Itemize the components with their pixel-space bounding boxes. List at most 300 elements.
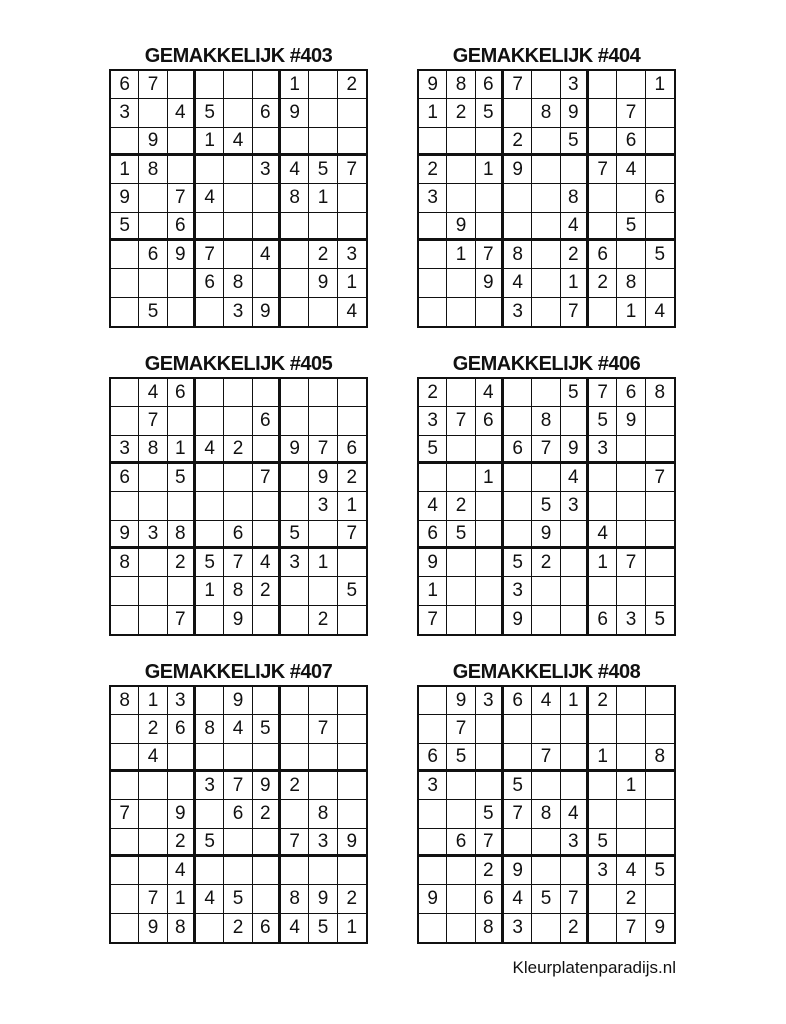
sudoku-cell — [338, 715, 366, 743]
sudoku-cell: 9 — [224, 687, 252, 715]
sudoku-cell: 2 — [168, 829, 196, 857]
sudoku-cell: 8 — [139, 436, 167, 464]
sudoku-cell: 3 — [224, 298, 252, 326]
sudoku-cell: 5 — [309, 156, 337, 184]
sudoku-cell: 4 — [561, 464, 589, 492]
sudoku-cell: 4 — [589, 521, 617, 549]
sudoku-cell — [281, 687, 309, 715]
sudoku-cell: 7 — [476, 241, 504, 269]
sudoku-cell — [447, 269, 475, 297]
sudoku-cell: 5 — [281, 521, 309, 549]
sudoku-cell — [419, 213, 447, 241]
sudoku-cell — [111, 379, 139, 407]
sudoku-cell — [532, 298, 560, 326]
sudoku-cell — [338, 687, 366, 715]
sudoku-cell — [253, 71, 281, 99]
sudoku-cell: 2 — [224, 914, 252, 942]
sudoku-cell — [196, 687, 224, 715]
sudoku-cell: 2 — [447, 492, 475, 520]
sudoku-cell: 2 — [253, 800, 281, 828]
sudoku-cell — [589, 492, 617, 520]
sudoku-cell — [309, 521, 337, 549]
sudoku-cell: 8 — [281, 885, 309, 913]
sudoku-cell — [338, 379, 366, 407]
sudoku-cell: 1 — [589, 744, 617, 772]
sudoku-cell: 4 — [504, 269, 532, 297]
sudoku-cell: 7 — [224, 549, 252, 577]
puzzle-title: GEMAKKELIJK #403 — [144, 45, 333, 67]
sudoku-cell: 2 — [309, 241, 337, 269]
sudoku-cell: 4 — [196, 885, 224, 913]
sudoku-cell: 9 — [447, 687, 475, 715]
sudoku-cell — [309, 687, 337, 715]
sudoku-cell — [532, 914, 560, 942]
sudoku-cell: 8 — [139, 156, 167, 184]
sudoku-cell — [196, 464, 224, 492]
sudoku-cell — [589, 128, 617, 156]
sudoku-cell: 6 — [168, 379, 196, 407]
sudoku-cell: 5 — [139, 298, 167, 326]
sudoku-cell: 2 — [281, 772, 309, 800]
sudoku-cell: 1 — [561, 687, 589, 715]
sudoku-cell — [253, 744, 281, 772]
sudoku-cell: 7 — [338, 521, 366, 549]
sudoku-cell — [309, 71, 337, 99]
sudoku-grid — [417, 377, 676, 636]
sudoku-cell: 7 — [532, 436, 560, 464]
sudoku-cell — [139, 577, 167, 605]
sudoku-cell — [338, 184, 366, 212]
sudoku-cell — [646, 521, 674, 549]
sudoku-cell — [646, 213, 674, 241]
sudoku-cell: 2 — [139, 715, 167, 743]
sudoku-cell: 3 — [338, 241, 366, 269]
sudoku-cell — [561, 744, 589, 772]
sudoku-cell — [617, 715, 645, 743]
sudoku-cell — [281, 269, 309, 297]
sudoku-cell: 3 — [504, 914, 532, 942]
sudoku-cell: 5 — [589, 407, 617, 435]
sudoku-cell — [646, 687, 674, 715]
sudoku-grid — [109, 69, 368, 328]
sudoku-cell — [224, 184, 252, 212]
sudoku-cell: 1 — [617, 772, 645, 800]
sudoku-cell — [196, 379, 224, 407]
sudoku-cell: 3 — [504, 577, 532, 605]
sudoku-cell — [561, 156, 589, 184]
sudoku-cell — [646, 407, 674, 435]
sudoku-cell: 7 — [532, 744, 560, 772]
sudoku-cell — [532, 213, 560, 241]
sudoku-cell: 8 — [532, 99, 560, 127]
sudoku-cell — [281, 857, 309, 885]
sudoku-cell: 3 — [561, 71, 589, 99]
sudoku-cell: 8 — [646, 744, 674, 772]
sudoku-cell: 1 — [617, 298, 645, 326]
sudoku-cell — [646, 715, 674, 743]
sudoku-cell — [253, 829, 281, 857]
sudoku-cell — [476, 772, 504, 800]
sudoku-cell — [253, 857, 281, 885]
sudoku-cell: 7 — [168, 606, 196, 634]
sudoku-cell: 5 — [504, 549, 532, 577]
sudoku-cell — [168, 577, 196, 605]
sudoku-cell — [504, 184, 532, 212]
sudoku-puzzle-403 — [109, 43, 368, 328]
sudoku-cell — [504, 521, 532, 549]
sudoku-cell — [419, 269, 447, 297]
sudoku-cell: 7 — [338, 156, 366, 184]
sudoku-cell: 2 — [419, 379, 447, 407]
sudoku-cell — [281, 744, 309, 772]
sudoku-cell — [589, 71, 617, 99]
sudoku-cell — [139, 99, 167, 127]
sudoku-cell — [168, 407, 196, 435]
sudoku-cell — [646, 99, 674, 127]
sudoku-cell: 9 — [419, 71, 447, 99]
sudoku-cell — [504, 492, 532, 520]
sudoku-cell — [561, 407, 589, 435]
sudoku-cell: 4 — [504, 885, 532, 913]
sudoku-cell: 3 — [419, 772, 447, 800]
sudoku-cell — [617, 521, 645, 549]
sudoku-cell: 4 — [281, 156, 309, 184]
sudoku-cell: 7 — [419, 606, 447, 634]
sudoku-cell — [196, 156, 224, 184]
sudoku-cell: 8 — [646, 379, 674, 407]
sudoku-cell — [617, 71, 645, 99]
sudoku-cell — [309, 407, 337, 435]
sudoku-cell — [589, 772, 617, 800]
sudoku-cell: 7 — [447, 715, 475, 743]
sudoku-cell: 9 — [253, 772, 281, 800]
sudoku-cell — [532, 269, 560, 297]
sudoku-cell: 6 — [168, 715, 196, 743]
sudoku-cell — [646, 156, 674, 184]
puzzle-title: GEMAKKELIJK #408 — [452, 661, 641, 683]
sudoku-cell — [253, 436, 281, 464]
sudoku-cell — [111, 885, 139, 913]
sudoku-cell — [476, 521, 504, 549]
sudoku-cell: 7 — [617, 99, 645, 127]
sudoku-cell: 8 — [504, 241, 532, 269]
sudoku-cell — [253, 687, 281, 715]
sudoku-cell: 8 — [224, 269, 252, 297]
sudoku-cell — [589, 885, 617, 913]
sudoku-cell: 5 — [338, 577, 366, 605]
sudoku-cell — [168, 744, 196, 772]
sudoku-cell: 1 — [309, 184, 337, 212]
sudoku-cell — [532, 772, 560, 800]
sudoku-cell: 7 — [589, 156, 617, 184]
sudoku-cell: 3 — [139, 521, 167, 549]
sudoku-cell: 3 — [617, 606, 645, 634]
sudoku-cell — [111, 829, 139, 857]
sudoku-cell — [476, 715, 504, 743]
sudoku-cell — [504, 379, 532, 407]
sudoku-cell — [646, 772, 674, 800]
sudoku-cell — [224, 744, 252, 772]
sudoku-cell — [111, 715, 139, 743]
sudoku-grid — [109, 685, 368, 944]
sudoku-grid — [417, 685, 676, 944]
sudoku-cell: 7 — [646, 464, 674, 492]
sudoku-puzzle-406 — [417, 351, 676, 636]
sudoku-cell — [309, 298, 337, 326]
sudoku-cell: 1 — [168, 436, 196, 464]
sudoku-cell — [139, 269, 167, 297]
sudoku-cell — [589, 184, 617, 212]
sudoku-cell — [281, 800, 309, 828]
sudoku-cell — [338, 128, 366, 156]
sudoku-cell: 7 — [561, 885, 589, 913]
sudoku-cell — [504, 715, 532, 743]
sudoku-cell — [617, 800, 645, 828]
sudoku-cell — [338, 857, 366, 885]
sudoku-cell — [281, 492, 309, 520]
sudoku-cell — [253, 269, 281, 297]
sudoku-cell: 1 — [419, 577, 447, 605]
sudoku-cell: 4 — [654, 301, 666, 323]
sudoku-cell: 2 — [224, 436, 252, 464]
sudoku-cell — [196, 492, 224, 520]
sudoku-cell — [504, 744, 532, 772]
sudoku-cell — [281, 464, 309, 492]
sudoku-cell: 6 — [224, 800, 252, 828]
sudoku-cell — [168, 128, 196, 156]
sudoku-cell — [476, 549, 504, 577]
sudoku-cell: 1 — [168, 885, 196, 913]
sudoku-cell — [111, 577, 139, 605]
sudoku-cell — [476, 606, 504, 634]
sudoku-cell: 4 — [139, 379, 167, 407]
sudoku-cell: 9 — [504, 857, 532, 885]
sudoku-cell — [476, 213, 504, 241]
sudoku-cell: 7 — [139, 71, 167, 99]
sudoku-cell: 3 — [309, 829, 337, 857]
sudoku-cell: 3 — [111, 99, 139, 127]
sudoku-cell — [139, 829, 167, 857]
sudoku-cell: 4 — [346, 301, 358, 323]
sudoku-cell: 7 — [196, 241, 224, 269]
sudoku-cell — [617, 241, 645, 269]
sudoku-cell — [309, 857, 337, 885]
sudoku-cell — [139, 492, 167, 520]
sudoku-cell — [196, 744, 224, 772]
sudoku-cell: 4 — [532, 687, 560, 715]
sudoku-cell: 1 — [561, 269, 589, 297]
sudoku-cell: 6 — [476, 407, 504, 435]
sudoku-cell — [111, 914, 139, 942]
sudoku-cell: 5 — [476, 99, 504, 127]
sudoku-cell — [447, 128, 475, 156]
sudoku-cell: 2 — [338, 885, 366, 913]
sudoku-cell: 4 — [476, 379, 504, 407]
sudoku-cell — [253, 521, 281, 549]
sudoku-cell: 4 — [168, 857, 196, 885]
sudoku-cell — [224, 464, 252, 492]
sudoku-cell: 6 — [419, 521, 447, 549]
sudoku-cell — [532, 379, 560, 407]
sudoku-cell — [561, 521, 589, 549]
sudoku-cell — [338, 549, 366, 577]
sudoku-cell — [532, 128, 560, 156]
sudoku-cell: 9 — [281, 436, 309, 464]
sudoku-cell: 7 — [617, 549, 645, 577]
sudoku-cell: 6 — [589, 606, 617, 634]
sudoku-cell: 1 — [139, 687, 167, 715]
sudoku-cell: 9 — [309, 269, 337, 297]
sudoku-cell — [309, 744, 337, 772]
sudoku-cell — [476, 128, 504, 156]
sudoku-cell: 5 — [196, 829, 224, 857]
sudoku-cell — [532, 715, 560, 743]
sudoku-cell: 2 — [561, 241, 589, 269]
sudoku-cell: 6 — [504, 687, 532, 715]
sudoku-cell — [532, 464, 560, 492]
sudoku-cell: 5 — [419, 436, 447, 464]
sudoku-cell — [196, 407, 224, 435]
sudoku-cell — [561, 549, 589, 577]
sudoku-cell — [532, 857, 560, 885]
sudoku-cell — [617, 687, 645, 715]
sudoku-cell: 4 — [281, 914, 309, 942]
sudoku-cell: 6 — [196, 269, 224, 297]
sudoku-cell: 7 — [139, 885, 167, 913]
sudoku-cell — [447, 772, 475, 800]
sudoku-cell — [419, 715, 447, 743]
sudoku-cell — [532, 156, 560, 184]
sudoku-cell — [617, 464, 645, 492]
sudoku-cell — [476, 184, 504, 212]
sudoku-cell — [139, 800, 167, 828]
sudoku-cell — [447, 606, 475, 634]
sudoku-cell — [447, 885, 475, 913]
sudoku-cell: 9 — [139, 914, 167, 942]
sudoku-cell — [646, 436, 674, 464]
sudoku-cell — [589, 464, 617, 492]
sudoku-cell: 6 — [253, 407, 281, 435]
sudoku-cell — [419, 241, 447, 269]
sudoku-cell — [419, 128, 447, 156]
sudoku-cell — [196, 298, 224, 326]
sudoku-cell — [309, 772, 337, 800]
sudoku-cell: 6 — [646, 184, 674, 212]
sudoku-cell: 3 — [589, 436, 617, 464]
sudoku-cell — [476, 577, 504, 605]
puzzle-title: GEMAKKELIJK #406 — [452, 353, 641, 375]
sudoku-cell: 9 — [281, 99, 309, 127]
sudoku-cell: 2 — [253, 577, 281, 605]
sudoku-cell — [617, 492, 645, 520]
sudoku-cell: 7 — [168, 184, 196, 212]
sudoku-cell: 2 — [419, 156, 447, 184]
sudoku-cell: 4 — [617, 156, 645, 184]
sudoku-cell — [281, 128, 309, 156]
sudoku-cell: 1 — [447, 241, 475, 269]
sudoku-cell — [253, 184, 281, 212]
sudoku-cell: 7 — [309, 715, 337, 743]
sudoku-cell: 9 — [309, 885, 337, 913]
sudoku-cell: 4 — [224, 715, 252, 743]
sudoku-cell — [281, 715, 309, 743]
sudoku-cell — [419, 857, 447, 885]
sudoku-cell — [224, 379, 252, 407]
sudoku-cell — [196, 857, 224, 885]
sudoku-cell: 4 — [419, 492, 447, 520]
sudoku-cell: 4 — [561, 800, 589, 828]
sudoku-cell — [617, 577, 645, 605]
sudoku-cell: 1 — [476, 156, 504, 184]
sudoku-cell — [646, 829, 674, 857]
sudoku-cell: 8 — [168, 914, 196, 942]
sudoku-cell — [224, 156, 252, 184]
sudoku-cell: 1 — [309, 549, 337, 577]
sudoku-cell: 9 — [654, 917, 666, 939]
sudoku-cell — [561, 857, 589, 885]
sudoku-cell: 4 — [196, 436, 224, 464]
sudoku-cell — [224, 492, 252, 520]
sudoku-cell — [281, 241, 309, 269]
sudoku-cell: 1 — [111, 156, 139, 184]
sudoku-cell — [111, 269, 139, 297]
sudoku-cell: 3 — [309, 492, 337, 520]
sudoku-cell: 7 — [561, 298, 589, 326]
sudoku-cell: 7 — [139, 407, 167, 435]
sudoku-cell: 9 — [168, 241, 196, 269]
sudoku-cell: 9 — [338, 829, 366, 857]
sudoku-cell — [224, 829, 252, 857]
sudoku-cell: 3 — [196, 772, 224, 800]
sudoku-cell — [309, 213, 337, 241]
sudoku-cell — [196, 606, 224, 634]
sudoku-cell — [338, 800, 366, 828]
sudoku-cell — [253, 213, 281, 241]
sudoku-cell — [589, 914, 617, 942]
sudoku-cell: 4 — [253, 549, 281, 577]
sudoku-cell — [338, 744, 366, 772]
sudoku-cell: 2 — [617, 885, 645, 913]
sudoku-cell — [281, 577, 309, 605]
sudoku-cell — [309, 577, 337, 605]
sudoku-cell — [617, 184, 645, 212]
sudoku-cell — [646, 800, 674, 828]
sudoku-cell — [196, 213, 224, 241]
sudoku-cell: 5 — [589, 829, 617, 857]
sudoku-cell — [561, 715, 589, 743]
sudoku-cell: 7 — [447, 407, 475, 435]
sudoku-cell: 7 — [309, 436, 337, 464]
sudoku-cell — [338, 213, 366, 241]
sudoku-cell: 8 — [168, 521, 196, 549]
sudoku-puzzle-407 — [109, 659, 368, 944]
sudoku-cell: 3 — [281, 549, 309, 577]
sudoku-cell: 7 — [504, 71, 532, 99]
puzzle-title: GEMAKKELIJK #407 — [144, 661, 333, 683]
sudoku-cell — [646, 577, 674, 605]
sudoku-cell: 7 — [224, 772, 252, 800]
sudoku-cell — [589, 213, 617, 241]
sudoku-cell: 6 — [504, 436, 532, 464]
sudoku-cell: 2 — [447, 99, 475, 127]
sudoku-cell — [447, 464, 475, 492]
sudoku-cell — [589, 99, 617, 127]
sudoku-cell — [476, 436, 504, 464]
sudoku-cell: 9 — [617, 407, 645, 435]
sudoku-cell — [253, 885, 281, 913]
sudoku-cell — [476, 744, 504, 772]
sudoku-cell: 3 — [561, 829, 589, 857]
